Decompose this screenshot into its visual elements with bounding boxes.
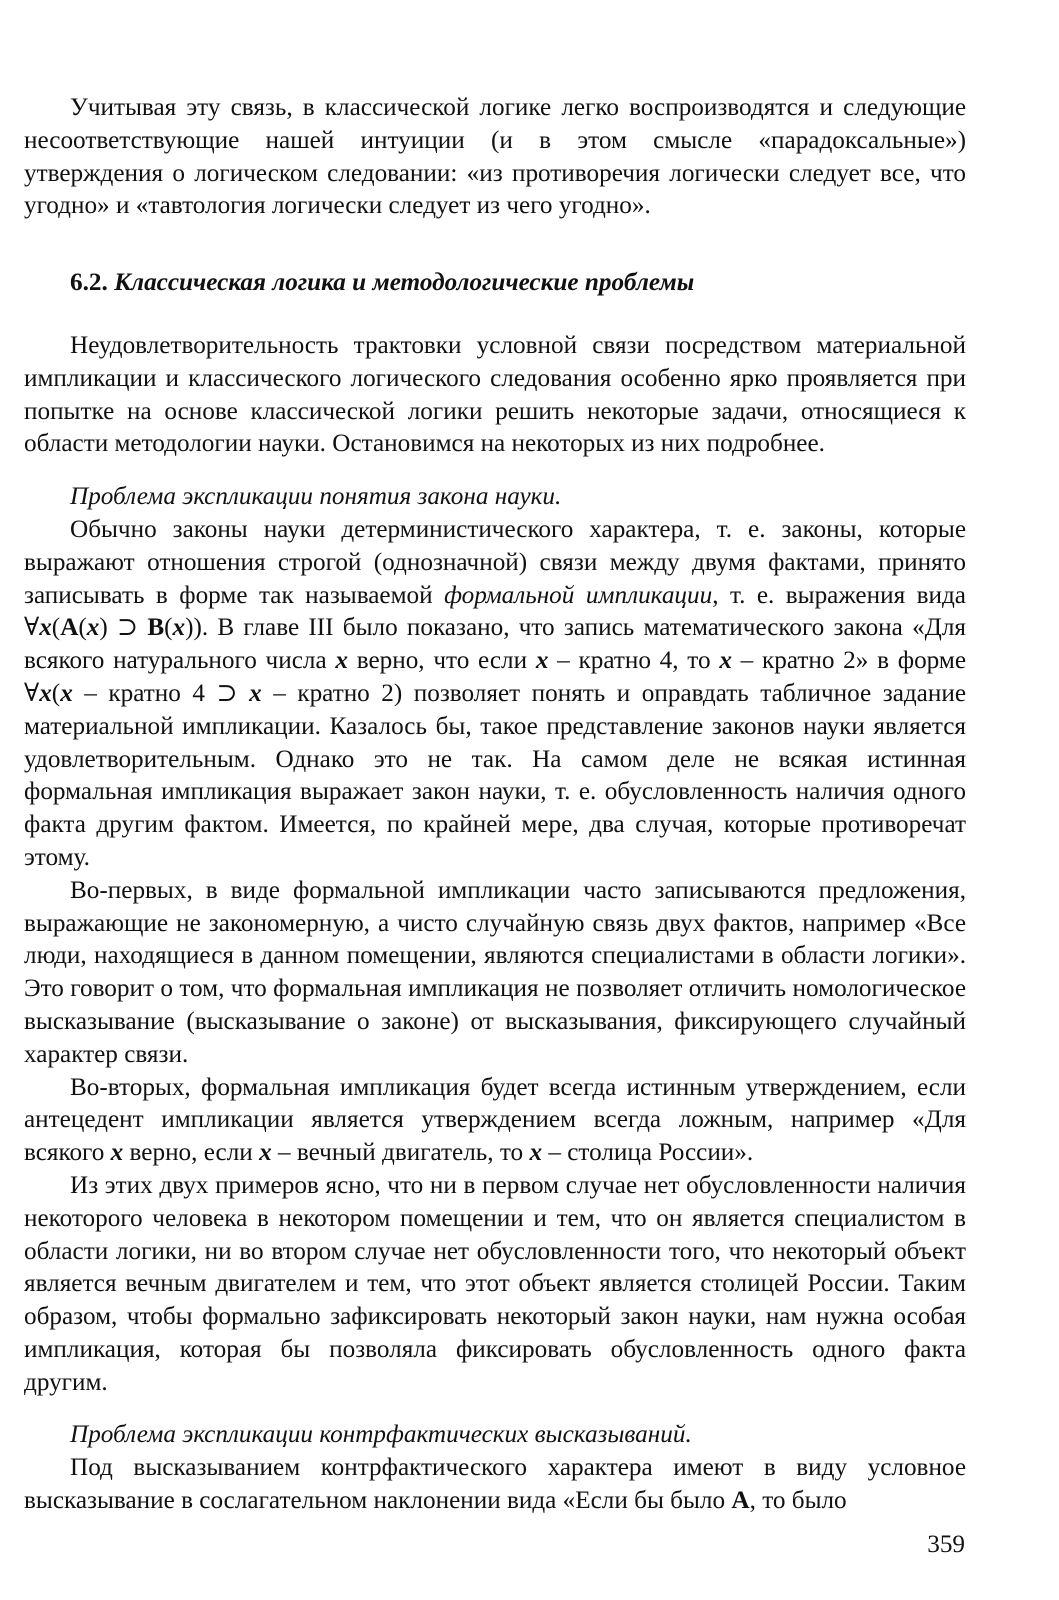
term-formal-implication: формальной импликации (444, 581, 713, 609)
page-number: 359 (927, 1531, 965, 1558)
paragraph-counterfactual: Под высказыванием контрфактического характера имеют в виду условное высказывание в сослагательном наклонении вида «Если бы было A, то было (24, 1454, 966, 1515)
section-heading (24, 267, 966, 300)
paragraph-first-case: Во-первых, в виде формальной импликации часто записываются предложения, выражающие не закономерную, а чисто случайную связь двух фактов, например «Все люди, находящиеся в данном помещении, являются специалистами в области логики». Это говорит о том, что формальная импликация не позволяет отличить номологическое высказывание (высказывание о законе) от высказывания, фиксирующего случайный характер связи. (24, 876, 966, 1068)
paragraph-conclusion: Из этих двух примеров ясно, что ни в первом случае нет обусловленности наличия некоторого человека в некотором помещении и тем, что он является специалистом в области логики, ни во втором случае нет обусловленности того, что некоторый объект является вечным двигателем и тем, что этот объект является столицей России. Таким образом, чтобы формально зафиксировать некоторый закон науки, нам нужна особая импликация, которая бы позволяла фиксировать обусловленность одного факта другим. (24, 1171, 966, 1396)
paragraph-formal-implication: Обычно законы науки детерминистического характера, т. е. законы, которые выражают отношения строгой (однозначной) связи между двумя фактами, принято записывать в форме так называемой формальной импликации, т. е. выражения вида ∀x(A(x) ⊃ B(x)). В главе III было показано, что запись математического закона «Для всякого натурального числа x верно, что если x – кратно 4, то x – кратно 2» в форме ∀x(x – кратно 4 ⊃ x – кратно 2) позволяет понять и оправдать табличное задание материальной импликации. Казалось бы, такое представление законов науки является удовлетворительным. Однако это не так. На самом деле не всякая истинная формальная импликация выражает закон науки, т. е. обусловленность наличия одного факта другим фактом. Имеется, по крайней мере, два случая, которые противоречат этому. (24, 515, 967, 871)
page-body (24, 92, 966, 1518)
subheading-counterfactual: Проблема экспликации контрфактических высказываний. (70, 1421, 692, 1449)
subheading-law-of-science: Проблема экспликации понятия закона науки. (70, 483, 562, 511)
paragraph-intro: Учитывая эту связь, в классической логике легко воспроизводятся и следующие несоответствующие нашей интуиции (и в этом смысле «парадоксальные») утверждения о логическом следовании: «из противоречия логически следует все, что угодно» и «тавтология логически следует из чего угодно». (24, 94, 966, 220)
section-title: Классическая логика и методологические проблемы (114, 269, 695, 297)
paragraph-section-intro: Неудовлетворительность трактовки условной связи посредством материальной импликации и классического логического следования особенно ярко проявляется при попытке на основе классической логики решить некоторые задачи, относящиеся к области методологии науки. Остановимся на некоторых из них подробнее. (24, 331, 966, 458)
section-number: 6.2. (70, 269, 108, 297)
paragraph-second-case: Во-вторых, формальная импликация будет всегда истинным утверждением, если антецедент импликации является утверждением всегда ложным, например «Для всякого x верно, если x – вечный двигатель, то x – столица России». (24, 1073, 966, 1167)
